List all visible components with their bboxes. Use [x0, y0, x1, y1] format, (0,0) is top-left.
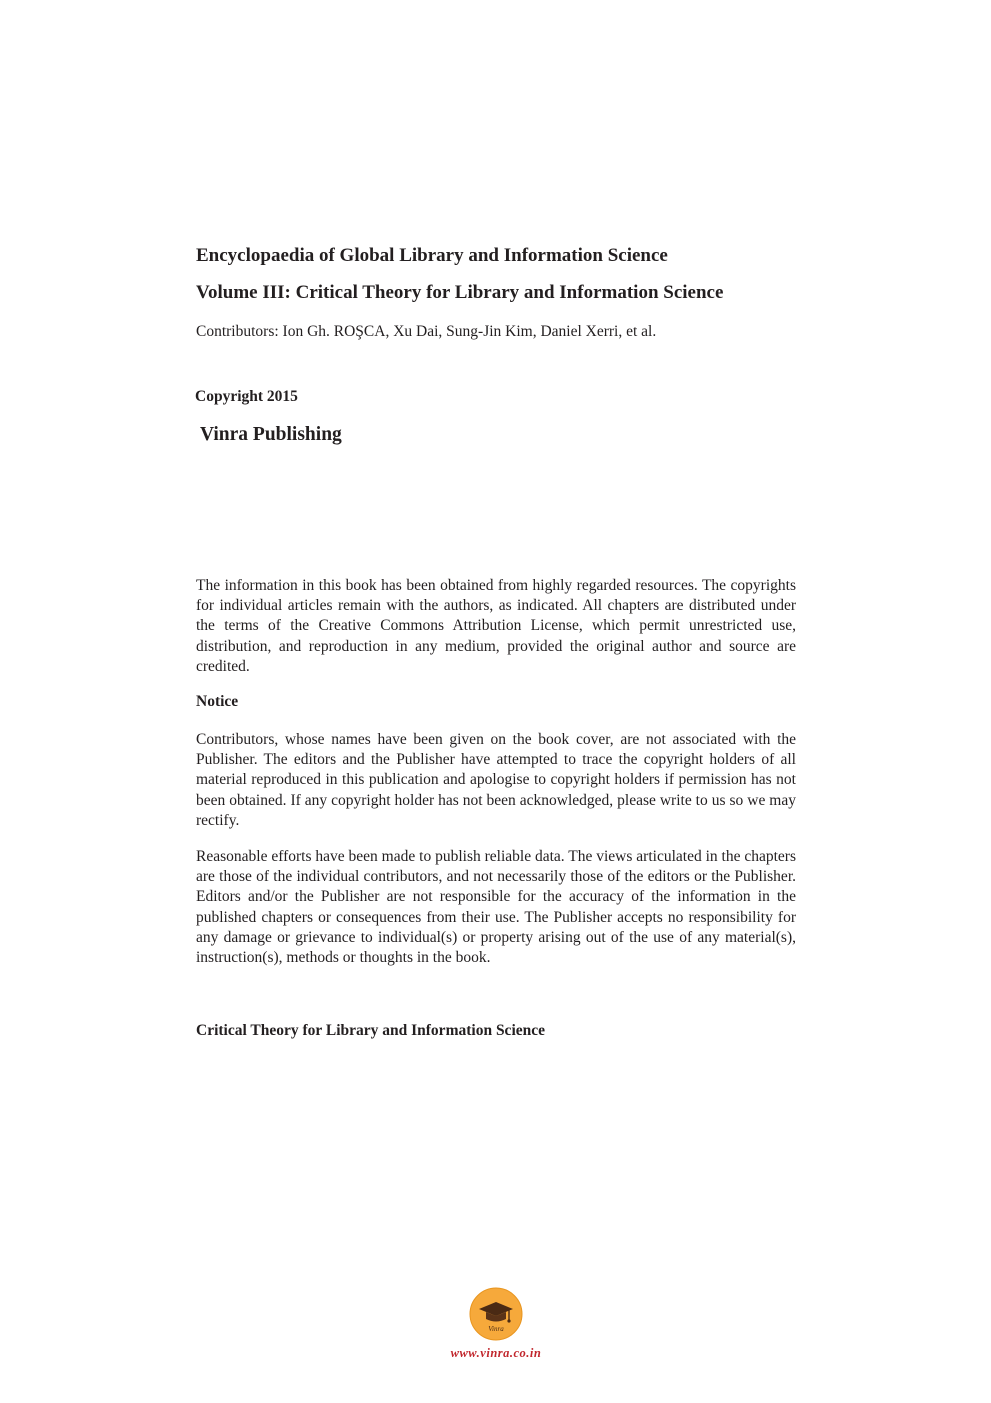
book-title: Critical Theory for Library and Information Science [196, 1022, 546, 1039]
disclaimer-paragraph: Reasonable efforts have been made to publish reliable data. The views articulated in the chapters are those of the individual contributors, and not necessarily those of the editors or the Publisher. Editors and/or the Publisher are not responsible for the accuracy of the information in the published chapters or consequences from their use. The Publisher accepts no responsibility for any damage or grievance to individual(s) or property arising out of the use of any material(s), instruction(s), methods or thoughts in the book. [196, 848, 796, 967]
volume-title: Volume III: Critical Theory for Library and Information Science [196, 282, 724, 303]
rights-paragraph: The information in this book has been obtained from highly regarded resources. The copyrights for individual articles remain with the authors, as indicated. All chapters are distributed under the terms of the Creative Commons Attribution License, which permit unrestricted use, distribution, and reproduction in any medium, provided the original author and source are credited. [196, 577, 796, 675]
notice-heading: Notice [196, 693, 239, 710]
logo-text: Vinra [488, 1325, 504, 1333]
contributors-line: Contributors: Ion Gh. ROŞCA, Xu Dai, Sung-Jin Kim, Daniel Xerri, et al. [196, 323, 657, 340]
series-title: Encyclopaedia of Global Library and Information Science [196, 245, 668, 266]
publisher-logo [469, 1287, 523, 1341]
graduation-cap-icon [469, 1287, 523, 1341]
publisher-name: Vinra Publishing [200, 424, 342, 445]
website-link[interactable]: www.vinra.co.in [450, 1346, 542, 1360]
copyright-line: Copyright 2015 [195, 388, 298, 405]
notice-paragraph: Contributors, whose names have been given on the book cover, are not associated with the Publisher. The editors and the Publisher have attempted to trace the copyright holders of all material reproduced in this publication and apologise to copyright holders if permission has not been obtained. If any copyright holder has not been acknowledged, please write to us so we may rectify. [196, 731, 796, 829]
